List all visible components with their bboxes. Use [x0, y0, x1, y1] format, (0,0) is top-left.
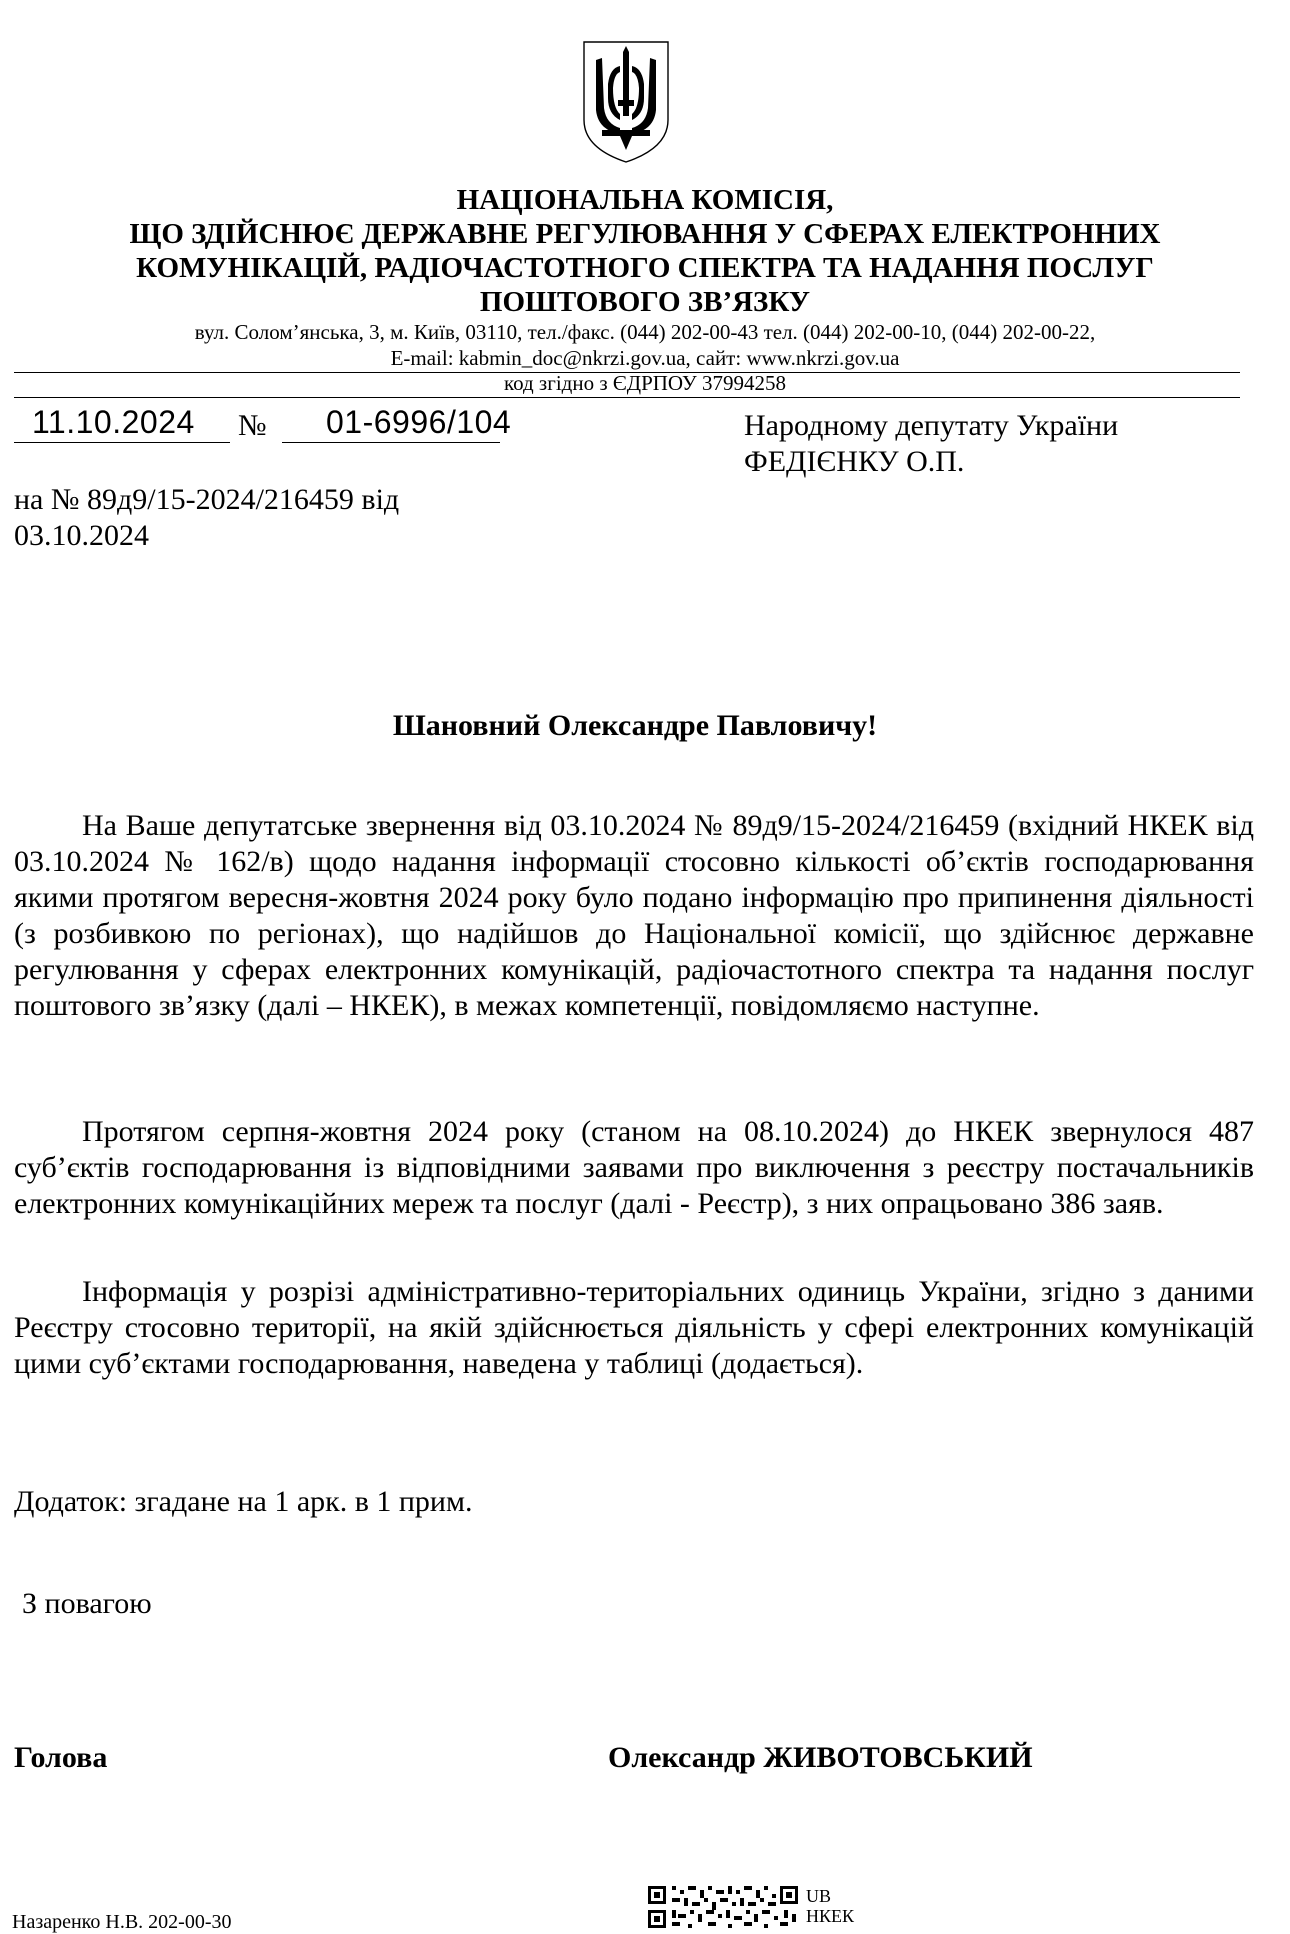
attachment-note: Додаток: згадане на 1 арк. в 1 прим.: [14, 1485, 473, 1518]
outgoing-number: 01-6996/104: [326, 404, 512, 440]
salutation: Шановний Олександре Павловичу!: [392, 709, 878, 742]
closing-phrase: З повагою: [22, 1587, 152, 1620]
org-name-line-1: НАЦІОНАЛЬНА КОМІСІЯ,: [456, 184, 834, 216]
org-name-line-3: КОМУНІКАЦІЙ, РАДІОЧАСТОТНОГО СПЕКТРА ТА НАДАННЯ ПОСЛУГ: [136, 252, 1154, 284]
reference-block: [14, 482, 534, 554]
addressee-block: [744, 408, 1118, 480]
coat-of-arms-emblem: [580, 38, 672, 166]
executor-contact: Назаренко Н.В. 202-00-30: [12, 1911, 232, 1933]
org-name-line-4: ПОШТОВОГО ЗВ’ЯЗКУ: [479, 286, 811, 318]
addressee-line-1: Народному депутату України: [744, 409, 1119, 442]
address-line: вул. Солом’янська, 3, м. Київ, 03110, тел./факс. (044) 202-00-43 тел. (044) 202-00-10, (044) 202-00-22,: [194, 320, 1096, 344]
outgoing-number-underline: [282, 442, 500, 443]
signatory-position: Голова: [14, 1741, 108, 1774]
org-name-line-2: ЩО ЗДІЙСНЮЄ ДЕРЖАВНЕ РЕГУЛЮВАННЯ У СФЕРАХ ЕЛЕКТРОННИХ: [129, 218, 1161, 250]
qr-label-ub: UB: [806, 1886, 832, 1906]
outgoing-date-underline: [14, 442, 230, 443]
edrpou-line: код згідно з ЄДРПОУ 37994258: [503, 371, 787, 395]
reference-line-1: на № 89д9/15-2024/216459 від: [14, 483, 400, 516]
qr-labels: [806, 1886, 854, 1926]
qr-code-icon: [648, 1886, 798, 1928]
body-paragraph-3: Інформація у розрізі адміністративно-територіальних одиниць України, згідно з даними Реєстру стосовно території, на якій здійснюється діяльність у сфері електронних комунікацій цими суб’єктами господарювання, наведена у таблиці (додається).: [14, 1275, 1254, 1380]
addressee-line-2: ФЕДІЄНКУ О.П.: [744, 445, 965, 478]
body-paragraph-2: Протягом серпня-жовтня 2024 року (станом на 08.10.2024) до НКЕК звернулося 487 суб’єктів господарювання із відповідними заявами про виключення з реєстру постачальників електронних комунікаційних мереж та послуг (далі - Реєстр), з них опрацьовано 386 заяв.: [14, 1115, 1254, 1220]
outgoing-date: 11.10.2024: [32, 404, 195, 440]
contacts-line: E-mail: kabmin_doc@nkrzi.gov.ua, сайт: www.nkrzi.gov.ua: [390, 346, 900, 370]
body-paragraph-1: На Ваше депутатське звернення від 03.10.2024 № 89д9/15-2024/216459 (вхідний НКЕК від 03.10.2024 № 162/в) щодо надання інформації стосовно кількості об’єктів господарювання якими протягом вересня-жовтня 2024 року було подано інформацію про припинення діяльності (з розбивкою по регіонах), що надійшов до Національної комісії, що здійснює державне регулювання у сферах електронних комунікацій, радіочастотного спектра та надання послуг поштового зв’язку (далі – НКЕК), в межах компетенції, повідомляємо наступне.: [14, 809, 1254, 1022]
header-divider-bottom: [14, 397, 1240, 398]
reference-line-2: 03.10.2024: [14, 519, 149, 552]
outgoing-number-sign: №: [238, 409, 267, 442]
qr-label-nkek: НКЕК: [806, 1906, 855, 1926]
signatory-name: Олександр ЖИВОТОВСЬКИЙ: [608, 1741, 1033, 1774]
